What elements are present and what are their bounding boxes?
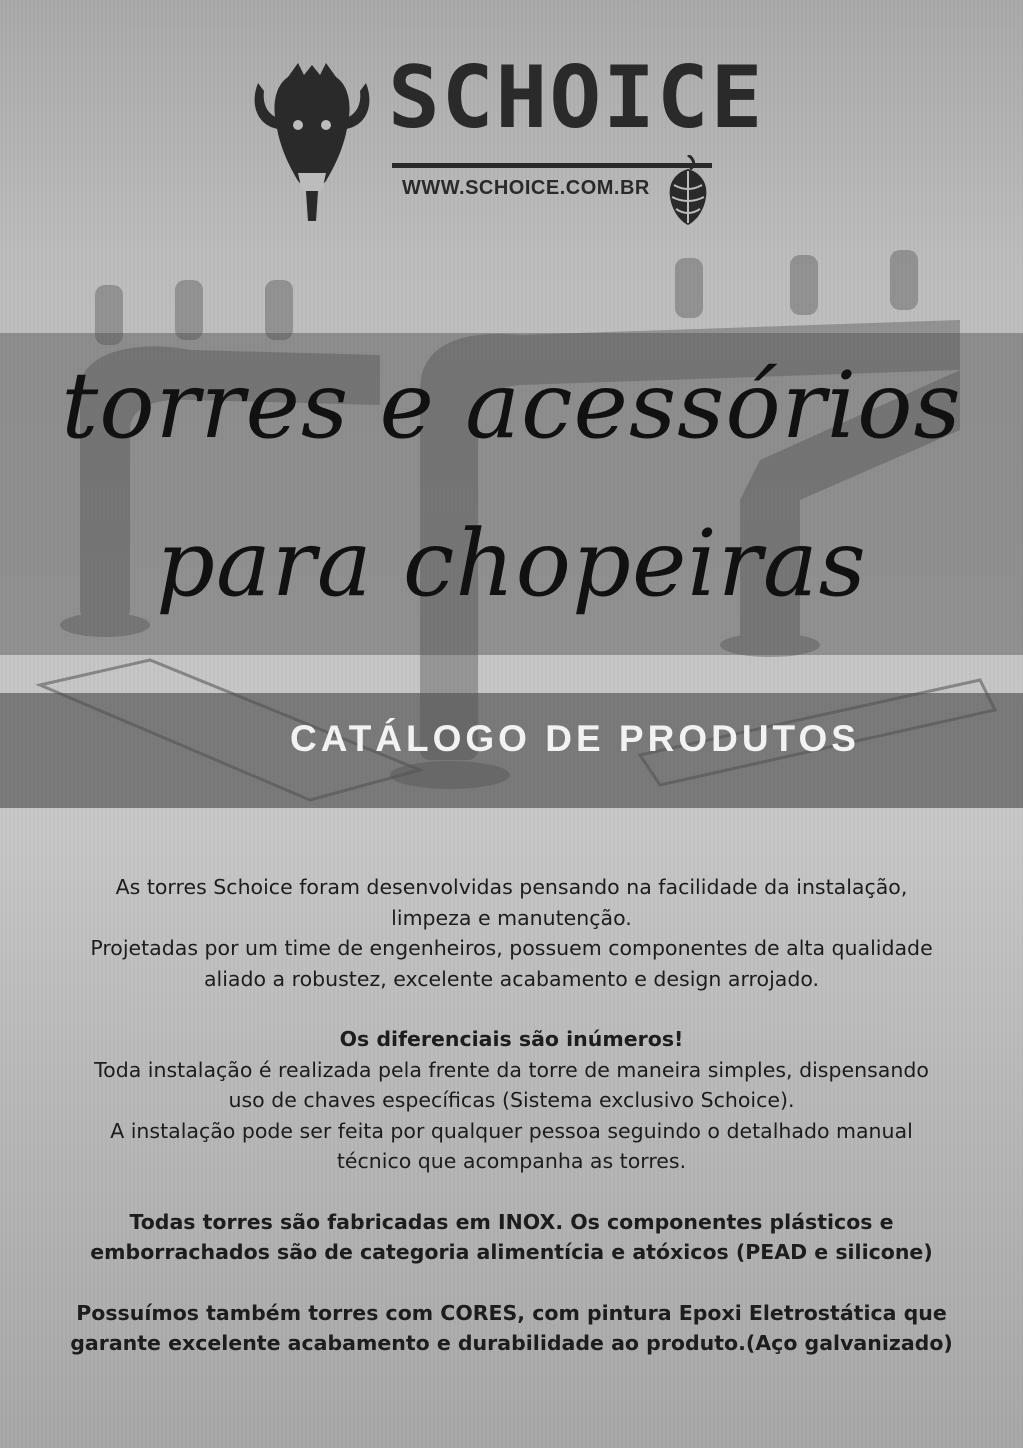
differentials-line-4: técnico que acompanha as torres. [336, 1149, 687, 1173]
brand-url: WWW.SCHOICE.COM.BR [402, 177, 650, 199]
page-title-line-2: para chopeiras [156, 510, 867, 617]
colors-line-1: Possuímos também torres com CORES, com pintura Epoxi Eletrostática que [76, 1300, 947, 1325]
intro-line-2: limpeza e manutenção. [391, 905, 632, 930]
differentials-line-1: Toda instalação é realizada pela frente da torre de maneira simples, dispensando [94, 1057, 929, 1082]
catalog-heading: CATÁLOGO DE PRODUTOS [290, 718, 860, 759]
intro-line-3: Projetadas por um time de engenheiros, possuem componentes de alta qualidade [90, 936, 933, 960]
brand-wordmark: SCHOICE [388, 48, 765, 148]
brand-header [0, 48, 1023, 235]
differentials-line-3: A instalação pode ser feita por qualquer pessoa seguindo o detalhado manual [110, 1118, 913, 1143]
bison-head-icon [248, 63, 376, 223]
materials-line-2: emborrachados são de categoria alimentícia e atóxicos (PEAD e silicone) [90, 1240, 933, 1264]
differentials-heading: Os diferenciais são inúmeros! [339, 1027, 684, 1051]
colors-line-2: garante excelente acabamento e durabilidade ao produto.(Aço galvanizado) [70, 1331, 953, 1355]
page-title-line-1: torres e acessórios [61, 352, 962, 459]
intro-line-4: aliado a robustez, excelente acabamento e design arrojado. [203, 966, 820, 991]
materials-line-1: Todas torres são fabricadas em INOX. Os componentes plásticos e [129, 1209, 894, 1234]
body-text [40, 872, 983, 1359]
hop-icon [660, 155, 716, 225]
differentials-line-2: uso de chaves específicas (Sistema exclusivo Schoice). [228, 1088, 795, 1112]
intro-line-1: As torres Schoice foram desenvolvidas pensando na facilidade da instalação, [115, 875, 908, 899]
